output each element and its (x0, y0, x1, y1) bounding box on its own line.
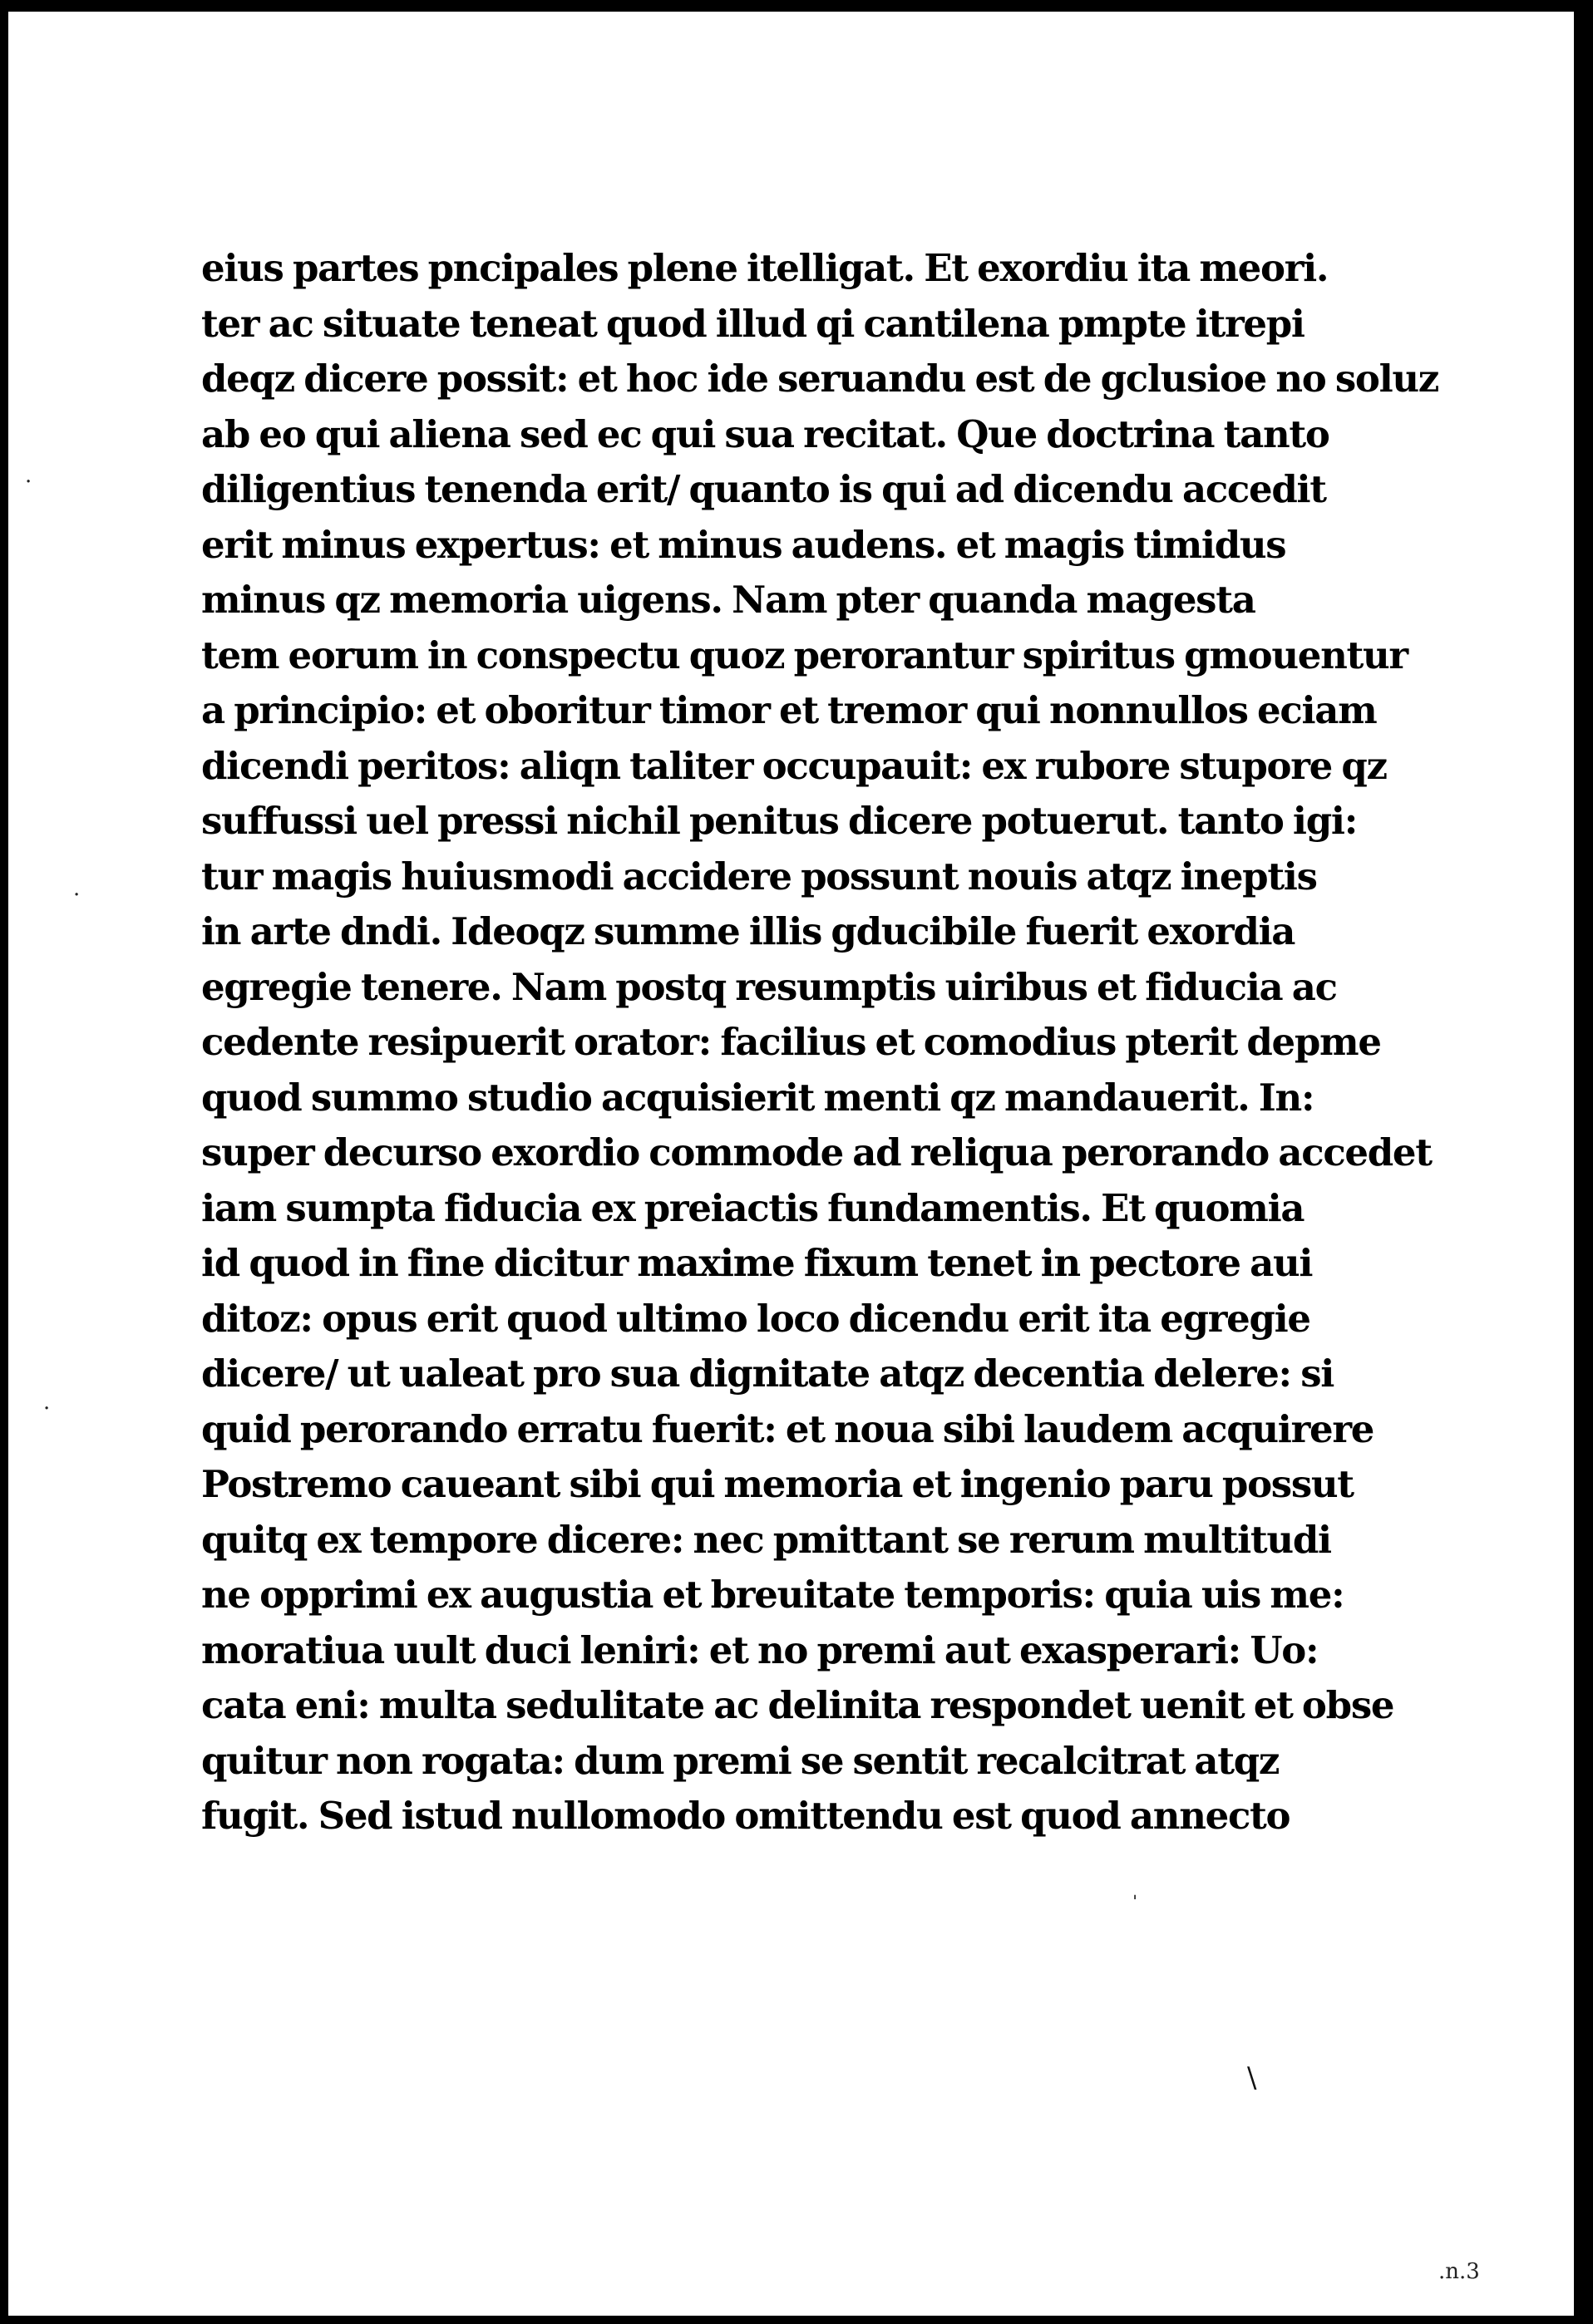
page-signature: .n.3 (1438, 2259, 1480, 2284)
text-line: id quod in fine dicitur maxime fixum tenet in pectore aui (201, 1241, 1313, 1285)
margin-mark: · (43, 1396, 51, 1421)
text-line: quitq ex tempore dicere: nec pmittant se rerum multitudi (201, 1517, 1331, 1562)
text-line: ne opprimi ex augustia et breuitate temporis: quia uis me: (201, 1573, 1344, 1617)
text-line: cedente resipuerit orator: facilius et comodius pterit depme (201, 1020, 1381, 1064)
text-line: moratiua uult duci leniri: et no premi aut exasperari: Uo: (201, 1627, 1319, 1672)
margin-mark: · (25, 470, 32, 495)
text-line: in arte dndi. Ideoqz summe illis gducibile fuerit exordia (201, 909, 1295, 953)
text-line: ab eo qui aliena sed ec qui sua recitat. Que doctrina tanto (201, 411, 1329, 456)
scan-edge-right (1574, 0, 1593, 2324)
text-line: quid perorando erratu fuerit: et noua sibi laudem acquirere (201, 1406, 1374, 1451)
text-line: tur magis huiusmodi accidere possunt nouis atqz ineptis (201, 854, 1317, 899)
text-line: quitur non rogata: dum premi se sentit recalcitrat atqz (201, 1738, 1280, 1783)
text-line: ditoz: opus erit quod ultimo loco dicendu erit ita egregie (201, 1296, 1310, 1341)
text-line: deqz dicere possit: et hoc ide seruandu est de gclusioe no soluz (201, 357, 1439, 401)
text-line: dicere/ ut ualeat pro sua dignitate atqz decentia delere: si (201, 1352, 1334, 1396)
scan-edge-top (0, 0, 1593, 12)
text-line: quod summo studio acquisierit menti qz mandauerit. In: (201, 1075, 1314, 1120)
stray-ink-mark: \ (1247, 2061, 1257, 2095)
text-line: iam sumpta fiducia ex preiactis fundamentis. Et quomia (201, 1185, 1304, 1230)
text-line: minus qz memoria uigens. Nam pter quanda magesta (201, 578, 1255, 622)
text-line: fugit. Sed istud nullomodo omittendu est quod annecto (201, 1794, 1290, 1838)
text-line: super decurso exordio commode ad reliqua perorando accedet (201, 1130, 1432, 1174)
text-line: suffussi uel pressi nichil penitus dicere potuerut. tanto igi: (201, 799, 1358, 843)
text-line: cata eni: multa sedulitate ac delinita respondet uenit et obse (201, 1683, 1394, 1727)
text-line: diligentius tenenda erit/ quanto is qui ad dicendu accedit (201, 467, 1326, 511)
text-line: dicendi peritos: aliqn taliter occupauit: ex rubore stupore qz (201, 743, 1387, 788)
text-line: eius partes pncipales plene itelligat. Et exordiu ita meori. (201, 246, 1329, 290)
text-line: a principio: et oboritur timor et tremor qui nonnullos eciam (201, 688, 1377, 732)
text-block (201, 241, 1439, 1844)
text-line: ter ac situate teneat quod illud qi cantilena pmpte itrepi (201, 301, 1304, 346)
text-line: tem eorum in conspectu quoz perorantur spiritus gmouentur (201, 633, 1408, 677)
margin-mark: · (73, 883, 81, 908)
text-line: erit minus expertus: et minus audens. et magis timidus (201, 522, 1286, 567)
stray-ink-mark: ˈ (1132, 1893, 1138, 1914)
text-line: Postremo caueant sibi qui memoria et ingenio paru possut (201, 1462, 1354, 1506)
scan-edge-left (0, 0, 8, 2324)
text-line: egregie tenere. Nam postq resumptis uiribus et fiducia ac (201, 964, 1337, 1009)
scan-edge-bottom (0, 2316, 1593, 2324)
